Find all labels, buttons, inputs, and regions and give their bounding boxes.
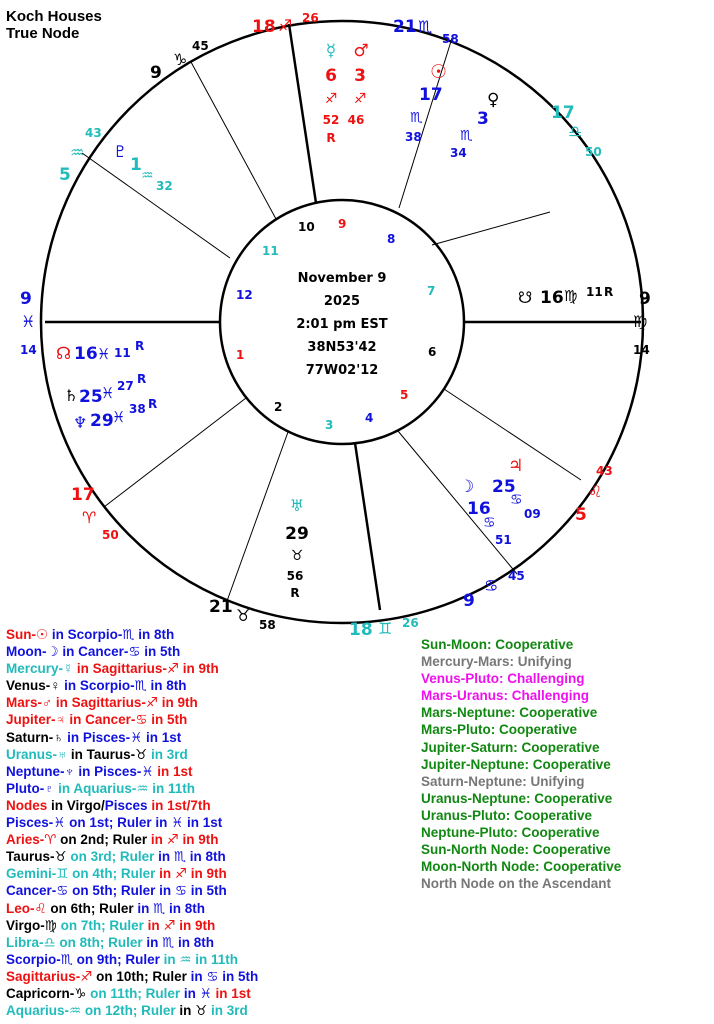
cusp-1-degree: 9 bbox=[20, 289, 32, 309]
placement-line bbox=[6, 934, 258, 951]
cusp-6-sign: ♌ bbox=[588, 482, 603, 501]
cusp-8-minutes: 50 bbox=[585, 145, 602, 159]
placement-line bbox=[6, 882, 258, 899]
sun-icon: ☉ bbox=[430, 61, 448, 83]
placement-segment: on 3rd; Ruler bbox=[66, 849, 155, 865]
placement-segment: in Sagittarius-♐ in 9th bbox=[73, 661, 219, 677]
north-node-marker bbox=[56, 339, 144, 364]
house-number-12: 12 bbox=[236, 288, 253, 302]
cusp-7-degree: 9 bbox=[639, 289, 651, 309]
placement-segment: Pisces bbox=[104, 797, 148, 813]
mars-sign: ♐ bbox=[353, 91, 367, 107]
aspect-line: Mercury-Mars: Unifying bbox=[421, 654, 572, 670]
uranus-marker bbox=[285, 496, 309, 600]
cusp-10-sign: ♐ bbox=[278, 16, 293, 35]
placement-line bbox=[6, 900, 258, 917]
south-node-degree: 16 bbox=[540, 288, 564, 308]
cusp-line-8 bbox=[432, 212, 550, 245]
placement-line bbox=[6, 865, 258, 882]
neptune-icon: ♆ bbox=[73, 413, 88, 432]
placement-segment: Virgo-♍ bbox=[6, 917, 57, 933]
center-info bbox=[296, 271, 387, 378]
placement-segment: in ♓ bbox=[180, 985, 212, 1001]
aspect-line: Mars-Uranus: Challenging bbox=[421, 688, 590, 704]
placement-line bbox=[6, 951, 258, 968]
placement-segment: on 6th; Ruler bbox=[46, 900, 134, 916]
placement-segment: in Virgo/ bbox=[47, 797, 105, 813]
jupiter-marker bbox=[492, 456, 541, 521]
cusp-11-minutes: 45 bbox=[192, 39, 209, 53]
placement-line bbox=[6, 1002, 258, 1019]
north-node-retrograde: R bbox=[135, 339, 145, 353]
cusp-12-minutes: 43 bbox=[85, 126, 102, 140]
cusp-11-sign: ♑ bbox=[173, 50, 188, 69]
sun-degree: 17 bbox=[419, 85, 443, 105]
placement-segment: Mercury-☿ bbox=[6, 661, 74, 677]
pluto-degree: 1 bbox=[130, 155, 142, 175]
placement-segment: Libra-♎ on 8th; Ruler bbox=[6, 934, 143, 950]
placement-line bbox=[6, 848, 258, 865]
placement-line bbox=[6, 643, 258, 660]
chart-year: 2025 bbox=[323, 294, 361, 309]
placement-line bbox=[6, 968, 258, 985]
cusp-8-sign: ♎ bbox=[568, 122, 583, 141]
placement-segment: in ♒ in 11th bbox=[159, 951, 238, 967]
house-number-11: 11 bbox=[262, 244, 279, 258]
cusp-2-degree: 17 bbox=[71, 485, 95, 505]
placement-segment: in 1st bbox=[153, 763, 193, 779]
placement-segment: in ♐ in 9th bbox=[143, 917, 216, 933]
cusp-3-minutes: 58 bbox=[259, 618, 276, 632]
placement-segment: Taurus-♉ bbox=[6, 849, 67, 865]
saturn-minutes: 27 bbox=[117, 379, 134, 393]
placement-segment: in Taurus-♉ bbox=[67, 746, 148, 762]
mars-minutes: 46 bbox=[347, 113, 365, 127]
placement-segment: Sun-☉ bbox=[6, 627, 49, 642]
neptune-retrograde: R bbox=[148, 397, 158, 411]
jupiter-icon: ♃ bbox=[508, 456, 524, 476]
placement-segment: Jupiter-♃ in Cancer-♋ in 5th bbox=[6, 712, 188, 728]
placement-line bbox=[6, 917, 258, 934]
uranus-minutes: 56 bbox=[286, 569, 304, 583]
placement-segment: on 10th; Ruler bbox=[92, 968, 187, 984]
saturn-degree: 25 bbox=[79, 387, 103, 407]
uranus-sign: ♉ bbox=[290, 548, 304, 564]
placement-segment: Sagittarius-♐ bbox=[6, 968, 93, 984]
placement-segment: Nodes bbox=[6, 797, 48, 813]
aspect-line: Jupiter-Neptune: Cooperative bbox=[421, 756, 611, 772]
cusp-5-sign: ♋ bbox=[484, 576, 499, 595]
saturn-retrograde: R bbox=[137, 372, 147, 386]
placement-line bbox=[6, 711, 258, 728]
pluto-marker bbox=[113, 142, 173, 193]
placement-line bbox=[6, 677, 258, 694]
cusp-3-sign: ♉ bbox=[236, 606, 251, 625]
venus-sign: ♏ bbox=[460, 128, 473, 144]
jupiter-degree: 25 bbox=[492, 477, 516, 497]
jupiter-sign: ♋ bbox=[510, 492, 523, 508]
placement-line bbox=[6, 763, 258, 780]
moon-sign: ♋ bbox=[483, 515, 496, 531]
house-number-5: 5 bbox=[400, 388, 409, 402]
placements-list bbox=[6, 626, 258, 1019]
cusp-6-degree: 5 bbox=[575, 505, 587, 525]
mars-degree: 3 bbox=[354, 66, 366, 86]
placement-segment: Leo-♌ bbox=[6, 900, 47, 916]
placement-line bbox=[6, 626, 258, 643]
cusp-11-degree: 9 bbox=[150, 63, 162, 83]
venus-degree: 3 bbox=[477, 109, 489, 129]
placement-line bbox=[6, 831, 258, 848]
house-number-1: 1 bbox=[236, 348, 245, 362]
house-number-9: 9 bbox=[338, 217, 347, 231]
house-number-2: 2 bbox=[274, 400, 283, 414]
uranus-retrograde: R bbox=[290, 586, 300, 600]
aspect-line: Venus-Pluto: Challenging bbox=[421, 671, 585, 687]
cusp-1-minutes: 14 bbox=[20, 343, 37, 357]
house-number-10: 10 bbox=[298, 220, 315, 234]
aspect-line: Uranus-Neptune: Cooperative bbox=[421, 790, 613, 806]
sun-marker bbox=[405, 61, 447, 144]
house-number-3: 3 bbox=[325, 418, 334, 432]
cusp-4-minutes: 26 bbox=[402, 616, 419, 630]
chart-longitude: 77W02'12 bbox=[305, 363, 379, 378]
placement-segment: on 11th; Ruler bbox=[86, 985, 181, 1001]
south-node-retrograde: R bbox=[604, 285, 614, 299]
south-node-sign: ♍ bbox=[564, 287, 578, 305]
placement-line bbox=[6, 746, 258, 763]
venus-minutes: 34 bbox=[450, 146, 467, 160]
aspect-line: Uranus-Pluto: Cooperative bbox=[421, 807, 593, 823]
aspect-line: Jupiter-Saturn: Cooperative bbox=[421, 739, 600, 755]
placement-segment: in Scorpio-♏ in 8th bbox=[48, 627, 175, 642]
placement-segment: Aquarius-♒ on 12th; Ruler bbox=[6, 1003, 176, 1019]
placement-line bbox=[6, 780, 258, 797]
cusp-line-5 bbox=[398, 431, 517, 574]
placement-line bbox=[6, 660, 258, 677]
placement-segment: in Scorpio-♏ in 8th bbox=[60, 678, 187, 694]
placement-segment: in Aquarius-♒ in 11th bbox=[54, 780, 195, 796]
cusp-line-11 bbox=[191, 62, 276, 219]
node-type-label: True Node bbox=[6, 25, 80, 42]
aspect-line: Sun-North Node: Cooperative bbox=[421, 842, 611, 858]
placement-segment: in 3rd bbox=[147, 746, 188, 762]
cusp-7-minutes: 14 bbox=[633, 343, 650, 357]
neptune-minutes: 38 bbox=[129, 402, 146, 416]
placement-segment: in ♏ in 8th bbox=[154, 849, 226, 865]
aspect-line: Neptune-Pluto: Cooperative bbox=[421, 825, 600, 841]
cusp-8-degree: 17 bbox=[551, 103, 575, 123]
pluto-sign: ♒ bbox=[141, 168, 154, 184]
cusp-4-degree: 18 bbox=[349, 620, 373, 640]
cusp-9-degree: 21 bbox=[393, 17, 417, 37]
placement-segment: Pisces-♓ on 1st; Ruler in ♓ in 1st bbox=[6, 815, 223, 831]
saturn-sign: ♓ bbox=[101, 384, 115, 402]
placement-segment: in Pisces-♓ in 1st bbox=[63, 729, 182, 745]
placement-segment: Capricorn-♑ bbox=[6, 985, 87, 1001]
placement-segment: in ♏ in 8th bbox=[133, 900, 205, 916]
placement-segment: Neptune-♆ in Pisces-♓ bbox=[6, 763, 154, 779]
south-node-icon: ☋ bbox=[518, 288, 533, 307]
sun-sign: ♏ bbox=[410, 110, 423, 126]
placement-segment: Cancer-♋ on 5th; Ruler in ♋ in 5th bbox=[6, 883, 227, 899]
cusp-line-12 bbox=[82, 153, 230, 258]
aspect-line: Sun-Moon: Cooperative bbox=[421, 637, 574, 652]
chart-date: November 9 bbox=[297, 271, 387, 286]
cusp-4-sign: ♊ bbox=[378, 619, 393, 638]
cusp-6-minutes: 43 bbox=[596, 464, 613, 478]
mercury-sign: ♐ bbox=[324, 91, 338, 107]
north-node-degree: 16 bbox=[74, 344, 98, 364]
placement-segment: in ♋ in 5th bbox=[186, 968, 259, 984]
aspect-line: Moon-North Node: Cooperative bbox=[421, 859, 622, 875]
chart-time: 2:01 pm EST bbox=[296, 317, 388, 332]
uranus-icon: ♅ bbox=[289, 496, 305, 515]
placement-segment: in ♐ in 9th bbox=[147, 832, 219, 848]
aspect-line: Saturn-Neptune: Unifying bbox=[421, 773, 585, 789]
placement-segment: Scorpio-♏ on 9th; Ruler bbox=[6, 951, 160, 967]
aspect-line: Mars-Pluto: Cooperative bbox=[421, 722, 578, 738]
mars-icon: ♂ bbox=[353, 41, 369, 61]
mercury-marker bbox=[323, 41, 340, 145]
placement-line bbox=[6, 814, 258, 831]
moon-minutes: 51 bbox=[495, 533, 512, 547]
placement-segment: Aries-♈ bbox=[6, 832, 57, 848]
placement-line bbox=[6, 694, 258, 711]
north-node-sign: ♓ bbox=[97, 345, 111, 363]
mercury-icon: ☿ bbox=[325, 41, 337, 61]
neptune-sign: ♓ bbox=[112, 408, 126, 426]
placement-segment: Gemini-♊ on 4th; Ruler bbox=[6, 866, 156, 882]
cusp-3-degree: 21 bbox=[209, 597, 233, 617]
placement-line bbox=[6, 797, 258, 814]
placement-segment: on 2nd; Ruler bbox=[56, 832, 148, 848]
neptune-degree: 29 bbox=[90, 411, 114, 431]
placement-segment: Uranus-♅ bbox=[6, 746, 68, 762]
sun-minutes: 38 bbox=[405, 130, 422, 144]
placement-segment: in ♐ in 9th bbox=[155, 866, 227, 882]
placement-line bbox=[6, 729, 258, 746]
saturn-icon: ♄ bbox=[64, 386, 79, 405]
placement-segment: in 1st bbox=[211, 985, 251, 1001]
house-number-6: 6 bbox=[428, 345, 437, 359]
placement-segment: in ♉ bbox=[175, 1003, 208, 1019]
placement-segment: Saturn-♄ bbox=[6, 729, 64, 745]
cusp-10-minutes: 26 bbox=[302, 11, 319, 25]
south-node-marker bbox=[518, 285, 613, 308]
venus-marker bbox=[450, 90, 499, 160]
chart-latitude: 38N53'42 bbox=[307, 340, 377, 355]
cusp-2-minutes: 50 bbox=[102, 528, 119, 542]
moon-degree: 16 bbox=[467, 499, 491, 519]
aspect-line: North Node on the Ascendant bbox=[421, 876, 612, 892]
placement-segment: in 1st/7th bbox=[147, 797, 211, 813]
pluto-minutes: 32 bbox=[156, 179, 173, 193]
mars-marker bbox=[348, 41, 369, 127]
pluto-icon: ♇ bbox=[113, 142, 128, 161]
moon-icon: ☽ bbox=[459, 477, 475, 497]
north-node-icon: ☊ bbox=[56, 344, 72, 364]
cusp-5-degree: 9 bbox=[463, 591, 475, 611]
cusp-12-sign: ♒ bbox=[70, 143, 85, 162]
north-node-minutes: 11 bbox=[114, 346, 131, 360]
cusp-7-sign: ♍ bbox=[633, 312, 648, 331]
house-number-4: 4 bbox=[365, 411, 374, 425]
placement-segment: Mars-♂ in Sagittarius-♐ in 9th bbox=[6, 695, 198, 711]
placement-segment: Moon-☽ in Cancer-♋ in 5th bbox=[6, 644, 181, 660]
south-node-minutes: 11 bbox=[586, 285, 603, 299]
house-number-7: 7 bbox=[427, 284, 436, 298]
placement-line bbox=[6, 985, 258, 1002]
placement-segment: on 7th; Ruler bbox=[56, 917, 144, 933]
uranus-degree: 29 bbox=[285, 524, 309, 544]
house-system-label: Koch Houses bbox=[6, 8, 102, 25]
placement-segment: in 3rd bbox=[207, 1003, 248, 1019]
cusp-1-sign: ♓ bbox=[21, 312, 36, 331]
aspect-line: Mars-Neptune: Cooperative bbox=[421, 705, 598, 721]
cusp-2-sign: ♈ bbox=[82, 508, 97, 527]
placement-segment: Pluto-♇ bbox=[6, 780, 55, 796]
jupiter-minutes: 09 bbox=[524, 507, 541, 521]
cusp-9-sign: ♏ bbox=[418, 17, 433, 36]
placement-segment: Venus-♀ bbox=[6, 678, 61, 694]
cusp-10-degree: 18 bbox=[252, 17, 276, 37]
cusp-12-degree: 5 bbox=[59, 165, 71, 185]
cusp-5-minutes: 45 bbox=[508, 569, 525, 583]
cusp-line-3 bbox=[227, 432, 288, 601]
house-number-8: 8 bbox=[387, 232, 396, 246]
aspects-list bbox=[421, 636, 621, 892]
mercury-retrograde: R bbox=[326, 131, 336, 145]
cusp-9-minutes: 58 bbox=[442, 32, 459, 46]
mercury-degree: 6 bbox=[325, 66, 337, 86]
venus-icon: ♀ bbox=[487, 90, 500, 110]
placement-segment: in ♏ in 8th bbox=[142, 934, 214, 950]
cusp-line-10 bbox=[289, 24, 316, 203]
cusp-line-4 bbox=[355, 443, 380, 610]
mercury-minutes: 52 bbox=[322, 113, 340, 127]
